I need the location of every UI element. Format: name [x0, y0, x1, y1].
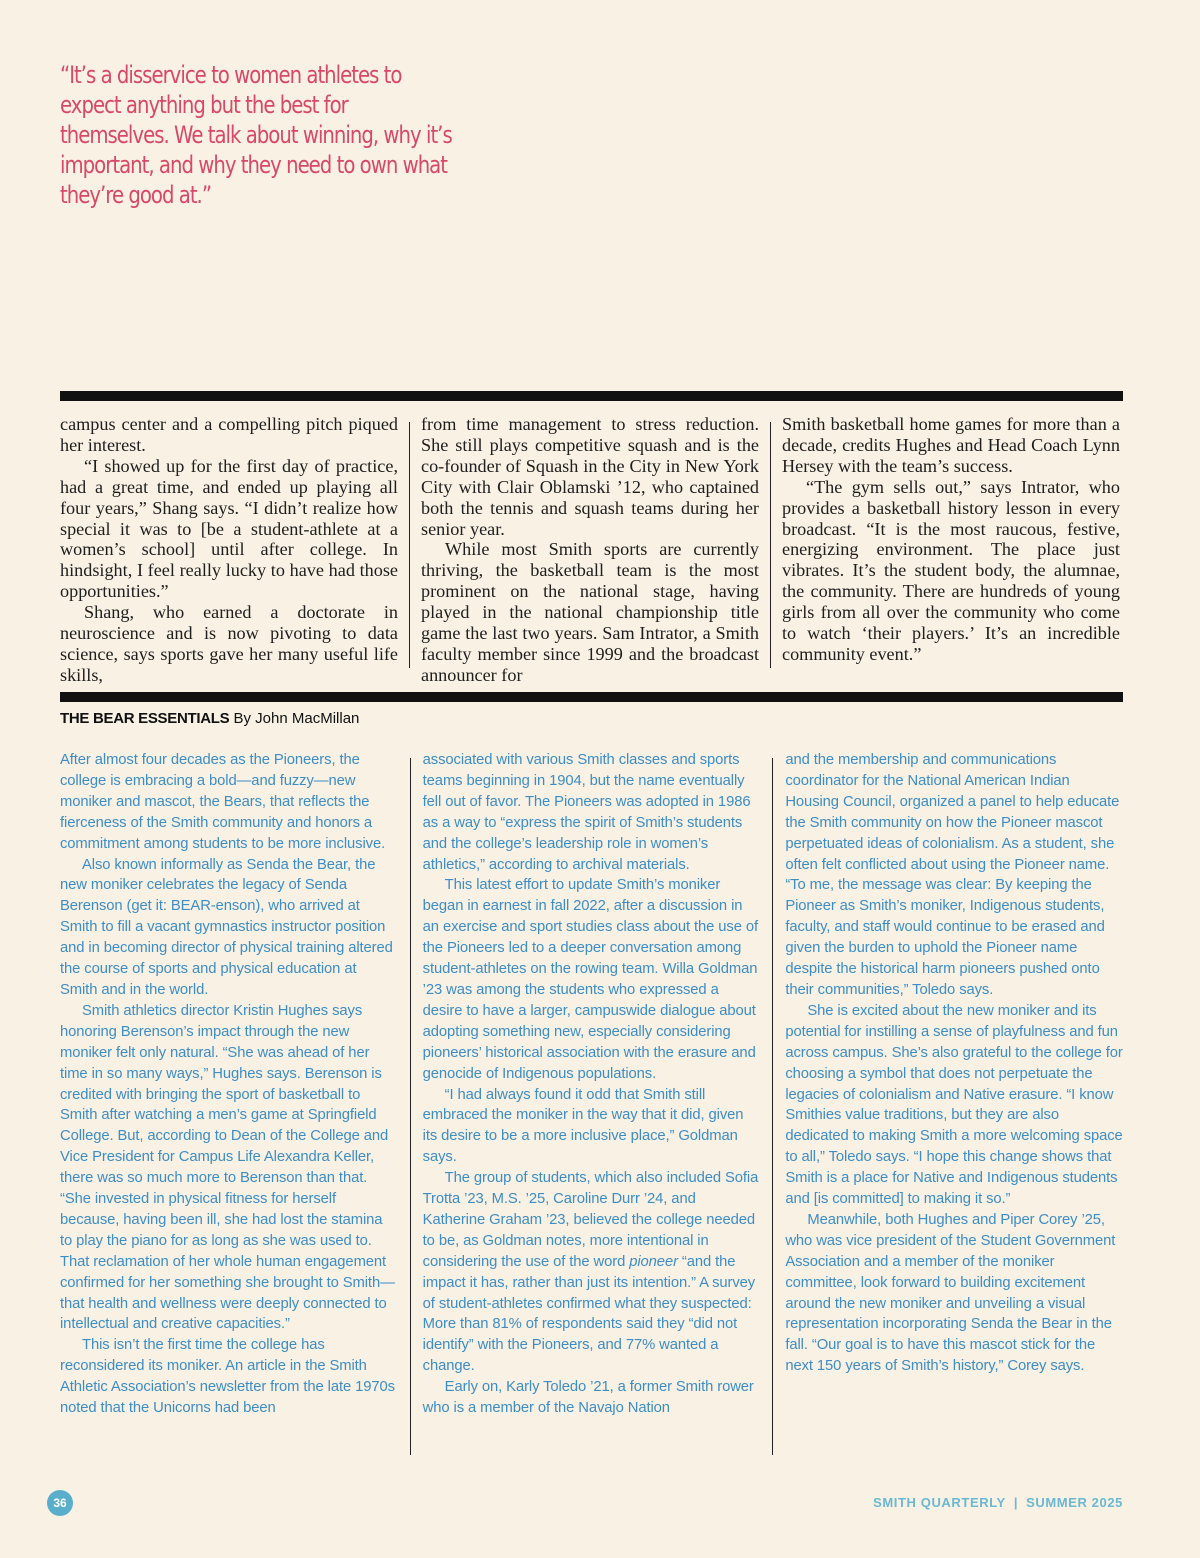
- paragraph: This latest effort to update Smith’s moniker began in earnest in fall 2022, after a discussion in an exercise and sport studies class about the use of the Pioneers led to a deeper conversation among student-athletes on the rowing team. Willa Goldman ’23 was among the students who expressed a desire to have a larger, campuswide dialogue about adopting something new, especially considering pioneers’ historical association with the erasure and genocide of Indigenous populations.: [422, 877, 759, 1082]
- paragraph: She is excited about the new moniker and its potential for instilling a sense of playfulness and fun across campus. She’s also grateful to the college for choosing a symbol that does not perpetuate the legacies of colonialism and Native erasure. “I know Smithies value traditions, but they are also dedicated to making Smith a more welcoming space to all,” Toledo says. “I hope this change shows that Smith is a place for Native and Indigenous students and [is committed] to making it so.”: [785, 1002, 1123, 1208]
- paragraph-text: “and the impact it has, rather than just its intention.” A survey of student-athletes confirmed what they suspected: More than 81% of respondents said they “did not identify” with the Pioneers, and 77% wanted a change.: [422, 1253, 756, 1375]
- byline: By John MacMillan: [233, 710, 360, 727]
- paragraph: While most Smith sports are currently thriving, the basketball team is the most prominent on the national stage, having played in the national championship title game the last two years. Sam Intrator, a Smith faculty member since 1999 and the broadcast announcer for: [421, 539, 759, 685]
- sidebar-heading: [60, 710, 359, 727]
- paragraph: associated with various Smith classes and sports teams beginning in 1904, but the name eventually fell out of favor. The Pioneers was adopted in 1986 as a way to “express the spirit of Smith’s students and the college’s leadership role in women’s athletics,” according to archival materials.: [422, 752, 751, 873]
- italic-word: pioneer: [629, 1253, 678, 1270]
- publication-name: SMITH QUARTERLY: [873, 1495, 1006, 1510]
- column-divider: [772, 758, 773, 1455]
- paragraph: Smith athletics director Kristin Hughes says honoring Berenson’s impact through the new moniker felt only natural. “She was ahead of her time in so many ways,” Hughes says. Berenson is credited with bringing the sport of basketball to Smith after watching a men’s game at Springfield College. But, according to Dean of the College and Vice President for Campus Life Alexandra Keller, there was so much more to Berenson than that. “She invested in physical fitness for herself because, having been ill, she had lost the stamina to play the piano for as long as she was used to. That reclamation of her whole human engagement confirmed for her something she brought to Smith—that health and wellness were deeply connected to intellectual and creative capacities.”: [60, 1002, 395, 1333]
- paragraph: Meanwhile, both Hughes and Piper Corey ’25, who was vice president of the Student Government Association and a member of the moniker committee, look forward to building excitement around the new moniker and unveiling a visual representation incorporating Senda the Bear in the fall. “Our goal is to have this mascot stick for the next 150 years of Smith’s history,” Corey says.: [785, 1211, 1116, 1375]
- sidebar-title: THE BEAR ESSENTIALS: [60, 710, 230, 727]
- sidebar-columns: [60, 750, 1123, 1465]
- paragraph: After almost four decades as the Pioneers, the college is embracing a bold—and fuzzy—new moniker and mascot, the Bears, that reflects the fierceness of the Smith community and honors a commitment among students to be more inclusive.: [60, 752, 386, 852]
- footer-separator: |: [1013, 1495, 1019, 1510]
- pull-quote: “It’s a disservice to women athletes to expect anything but the best for themselves. We talk about winning, why it’s important, and why they need to own what they’re good at.”: [60, 61, 452, 209]
- paragraph: This isn’t the first time the college has reconsidered its moniker. An article in the Smith Athletic Association’s newsletter from the late 1970s noted that the Unicorns had been: [60, 1337, 395, 1417]
- sidebar-column-3: [785, 750, 1123, 1465]
- column-divider: [409, 422, 410, 668]
- paragraph: [423, 1168, 761, 1377]
- issue-label: SUMMER 2025: [1026, 1495, 1123, 1510]
- story-column-3: [782, 414, 1120, 668]
- column-divider: [410, 758, 411, 1455]
- section-rule-top: [60, 391, 1123, 401]
- column-divider: [770, 422, 771, 668]
- story-columns: [60, 414, 1123, 685]
- footer-folio: [873, 1495, 1123, 1510]
- sidebar-column-1: [60, 750, 398, 1465]
- paragraph: Early on, Karly Toledo ’21, a former Smith rower who is a member of the Navajo Nation: [422, 1379, 754, 1417]
- section-rule-bear: [60, 692, 1123, 702]
- paragraph: “I showed up for the first day of practice, had a great time, and ended up playing all four years,” Shang says. “I didn’t realize how special it was to [be a student-athlete at a women’s school] until after college. In hindsight, I feel really lucky to have had those opportunities.”: [60, 455, 398, 602]
- paragraph: “I had always found it odd that Smith still embraced the moniker in the way that it did, given its desire to be a more inclusive place,” Goldman says.: [422, 1086, 744, 1166]
- paragraph: campus center and a compelling pitch piqued her interest.: [60, 414, 398, 455]
- paragraph: Also known informally as Senda the Bear, the new moniker celebrates the legacy of Senda Berenson (get it: BEAR-enson), who arrived at Smith to fill a vacant gymnastics instructor position and in becoming director of physical training altered the course of sports and physical education at Smith and in the world.: [60, 856, 393, 998]
- sidebar-column-2: [423, 750, 761, 1465]
- story-column-1: [60, 414, 398, 685]
- story-column-2: [421, 414, 759, 685]
- paragraph: Smith basketball home games for more than a decade, credits Hughes and Head Coach Lynn Hersey with the team’s success.: [782, 414, 1120, 476]
- paragraph: and the membership and communications coordinator for the National American Indian Housing Council, organized a panel to help educate the Smith community on how the Pioneer mascot perpetuated ideas of colonialism. As a student, she often felt conflicted about using the Pioneer name. “To me, the message was clear: By keeping the Pioneer as Smith’s moniker, Indigenous students, faculty, and staff would continue to be erased and given the burden to uphold the Pioneer name despite the historical harm pioneers pushed onto their communities,” Toledo says.: [785, 752, 1120, 998]
- paragraph: Shang, who earned a doctorate in neuroscience and is now pivoting to data science, says sports gave her many useful life skills,: [60, 602, 398, 685]
- paragraph: from time management to stress reduction. She still plays competitive squash and is the co-founder of Squash in the City in New York City with Clair Oblamski ’12, who captained both the tennis and squash teams during her senior year.: [421, 414, 759, 539]
- paragraph: “The gym sells out,” says Intrator, who provides a basketball history lesson in every broadcast. “It is the most raucous, festive, energizing environment. The place just vibrates. It’s the student body, the alumnae, the community. There are hundreds of young girls from all over the community who come to watch ‘their players.’ It’s an incredible community event.”: [782, 476, 1120, 664]
- page-number: 36: [47, 1490, 73, 1516]
- paragraph-text: The group of students, which also included Sofia Trotta ’23, M.S. ’25, Caroline Durr ’24, and Katherine Graham ’23, believed the college needed to be, as Goldman notes, more intentional in considering the use of the word: [422, 1170, 759, 1270]
